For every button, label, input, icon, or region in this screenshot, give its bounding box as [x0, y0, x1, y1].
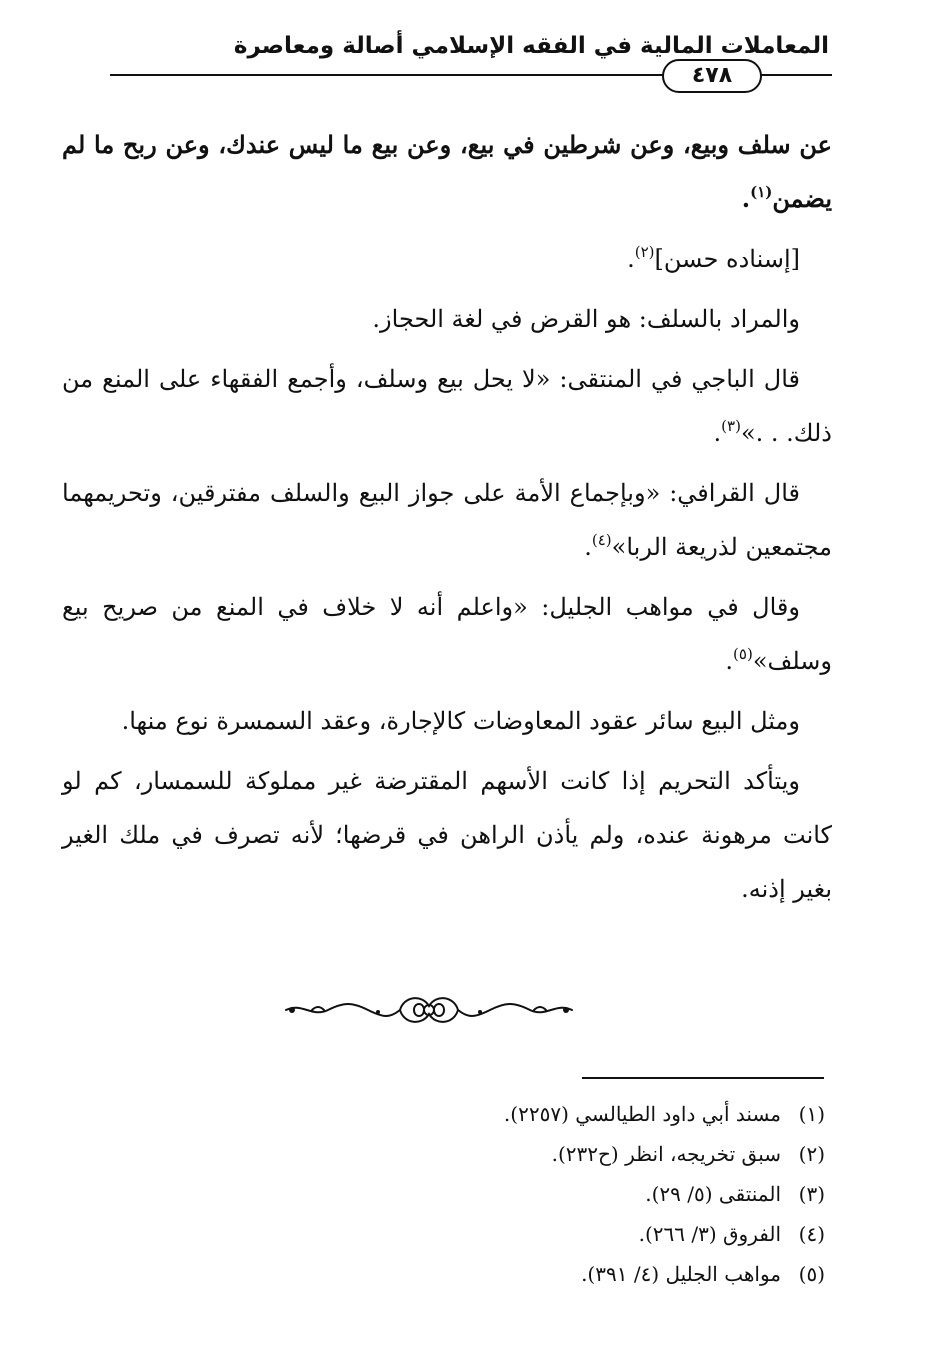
footnote-text: المنتقى (٥/ ٢٩).	[645, 1182, 781, 1206]
paragraph	[62, 694, 832, 748]
paragraph-text: ويتأكد التحريم إذا كانت الأسهم المقترضة غير مملوكة للسمسار، كم لو كانت مرهونة عنده، ولم يأذن الراهن في قرضها؛ لأنه تصرف في ملك الغير بغير إذنه.	[62, 767, 832, 903]
footnote-separator	[582, 1077, 824, 1079]
paragraph	[62, 118, 832, 226]
footnote-text: مواهب الجليل (٤/ ٣٩١).	[581, 1262, 781, 1286]
paragraph-tail: .	[713, 419, 722, 447]
paragraph	[62, 292, 832, 346]
paragraph	[62, 466, 832, 574]
paragraph-text: قال الباجي في المنتقى: «لا يحل بيع وسلف، وأجمع الفقهاء على المنع من ذلك. . .»	[62, 365, 832, 447]
footnote-ref: (٣)	[721, 417, 741, 435]
footnote-ref: (٥)	[733, 645, 753, 663]
body-text	[62, 118, 832, 922]
paragraph-tail: .	[627, 245, 635, 273]
footnote-number: (٤)	[798, 1222, 825, 1246]
paragraph-text: ومثل البيع سائر عقود المعاوضات كالإجارة، وعقد السمسرة نوع منها.	[121, 707, 800, 735]
paragraph-text: قال القرافي: «وبإجماع الأمة على جواز البيع والسلف مفترقين، وتحريمهما مجتمعين لذريعة الربا»	[62, 479, 832, 561]
footnote	[225, 1254, 825, 1294]
footnotes	[225, 1094, 825, 1294]
footnote-number: (١)	[798, 1102, 825, 1126]
footnote-text: مسند أبي داود الطيالسي (٢٢٥٧).	[503, 1102, 781, 1126]
paragraph-tail: .	[741, 184, 751, 213]
paragraph-tail: .	[725, 647, 734, 675]
footnote	[225, 1134, 825, 1174]
footnote-number: (٢)	[798, 1142, 825, 1166]
footnote-ref: (٤)	[591, 531, 612, 549]
paragraph	[62, 352, 832, 460]
page-number: ٤٧٨	[662, 59, 762, 93]
paragraph-text: وقال في مواهب الجليل: «واعلم أنه لا خلاف في المنع من صريح بيع وسلف»	[62, 593, 832, 675]
ornament-divider	[282, 988, 576, 1030]
footnote-text: سبق تخريجه، انظر (ح٢٣٢).	[551, 1142, 781, 1166]
paragraph-text: عن سلف وبيع، وعن شرطين في بيع، وعن بيع ما ليس عندك، وعن ربح ما لم يضمن	[62, 130, 832, 213]
running-title: المعاملات المالية في الفقه الإسلامي أصالة ومعاصرة	[233, 33, 829, 59]
footnote-number: (٥)	[798, 1262, 825, 1286]
paragraph-text: [إسناده حسن]	[654, 245, 800, 273]
paragraph-tail: .	[584, 533, 592, 561]
footnote	[225, 1174, 825, 1214]
footnote-number: (٣)	[798, 1182, 825, 1206]
footnote-ref: (١)	[750, 183, 773, 201]
paragraph-text: والمراد بالسلف: هو القرض في لغة الحجاز.	[372, 305, 800, 333]
paragraph	[62, 754, 832, 916]
paragraph	[62, 580, 832, 688]
footnote	[225, 1214, 825, 1254]
footnote-text: الفروق (٣/ ٢٦٦).	[638, 1222, 781, 1246]
footnote	[225, 1094, 825, 1134]
paragraph	[62, 232, 832, 286]
footnote-ref: (٢)	[634, 243, 655, 261]
